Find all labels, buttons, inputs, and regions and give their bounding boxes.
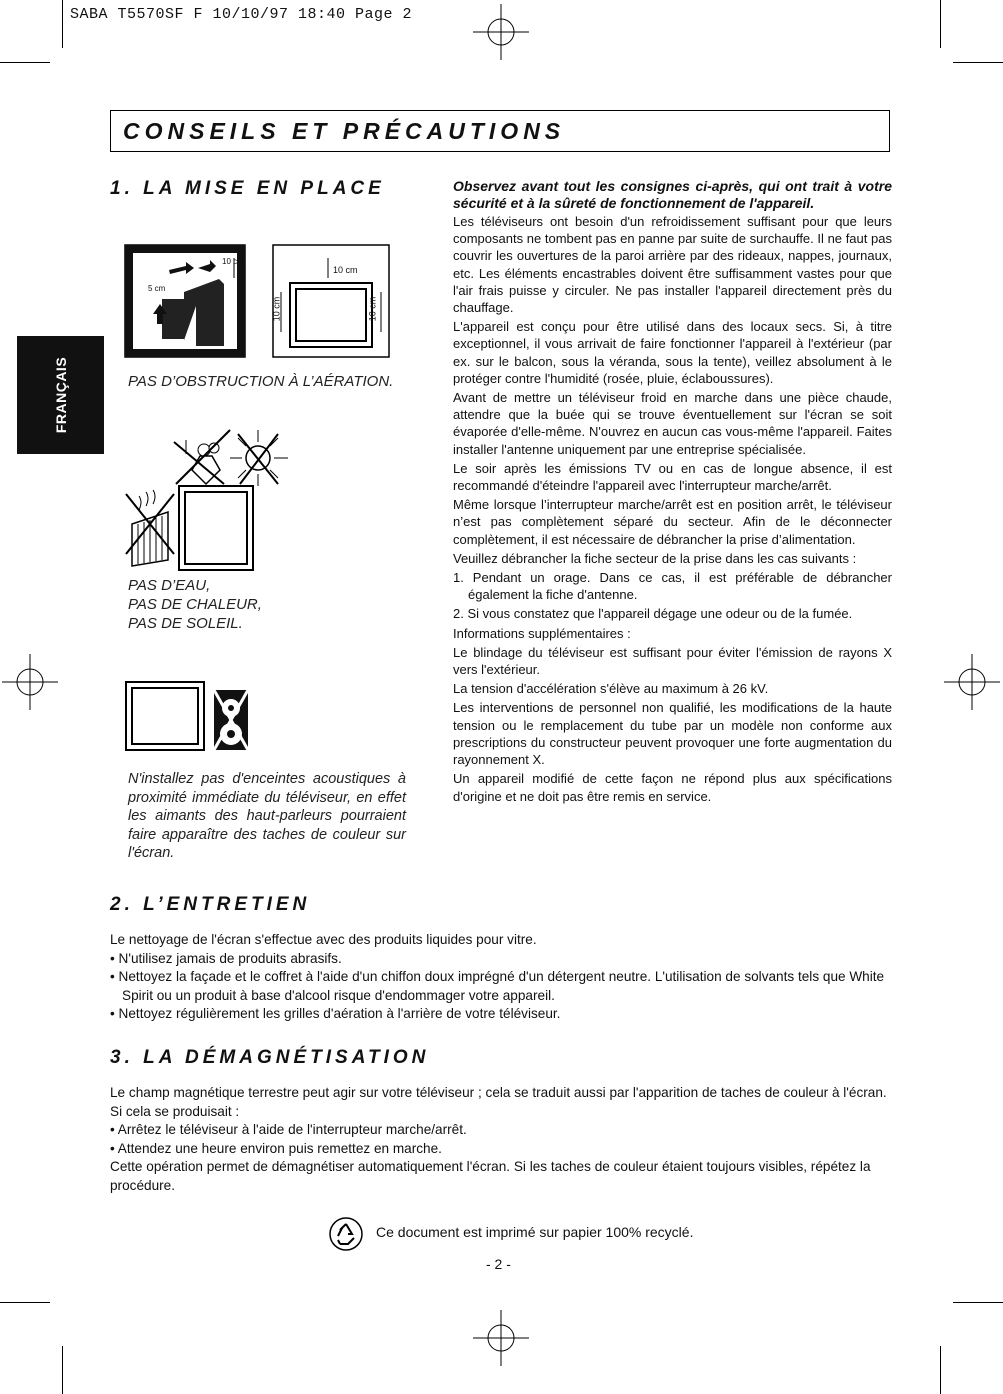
print-slug: SABA T5570SF F 10/10/97 18:40 Page 2: [70, 6, 413, 23]
safety-list-item: 2. Si vous constatez que l'appareil dégage une odeur ou de la fumée.: [453, 606, 853, 622]
safety-paragraph: La tension d'accélération s'élève au maximum à 26 kV.: [453, 681, 769, 697]
safety-paragraph: L'appareil est conçu pour être utilisé dans des locaux secs. Si, à titre exceptionnel, il vous arrivait de faire fonctionner l'appareil à l'extérieur (par ex. sur le balcon, sous la véranda, sous la tente), veillez absolument à le protéger contre l'humidité (rosée, pluie, éclaboussures).: [453, 319, 892, 386]
degaussing-bullet: • Attendez une heure environ puis remettez en marche.: [110, 1140, 442, 1156]
fig1-front-right-label: 10 cm: [367, 296, 378, 322]
maintenance-bullet: • N'utilisez jamais de produits abrasifs.: [110, 950, 342, 966]
caption-no-speakers: N'installez pas d'enceintes acoustiques à proximité immédiate du téléviseur, en effet les aimants des haut-parleurs pourraient faire apparaître des taches de couleur sur l'écran.: [128, 771, 406, 862]
registration-mark-top: [473, 4, 529, 60]
safety-instructions: [453, 178, 892, 807]
safety-paragraph: Informations supplémentaires :: [453, 625, 631, 641]
language-tab: [17, 336, 104, 454]
fig1-side-gap-label: 5 cm: [148, 284, 166, 293]
maintenance-text: Le nettoyage de l'écran s'effectue avec des produits liquides pour vitre. • N'utilisez jamais de produits abrasifs. • Nettoyez la façade et le coffret à l'aide d'un chiffon doux imprégné d'un détergent neutre. L'utilisation de solvants tels que White Spirit ou un produit à base d'alcool risque d'endommager votre appareil. • Nettoyez régulièrement les grilles d'aération à l'arrière de votre téléviseur.: [110, 931, 892, 1024]
section2-heading: 2. L’ENTRETIEN: [110, 894, 311, 915]
recycle-icon: [328, 1216, 364, 1252]
degaussing-text: Le champ magnétique terrestre peut agir sur votre téléviseur ; cela se traduit aussi par l'apparition de taches de couleur à l'écran. Si cela se produisait : • Arrêtez le téléviseur à l'aide de l'interrupteur marche/arrêt. • Attendez une heure environ puis remettez en marche. Cette opération permet de démagnétiser automatiquement l'écran. Si les taches de couleur étaient toujours visibles, répétez la procédure.: [110, 1084, 892, 1195]
recycle-note: Ce document est imprimé sur papier 100% recyclé.: [376, 1224, 694, 1240]
maintenance-bullet: • Nettoyez la façade et le coffret à l'aide d'un chiffon doux imprégné d'un détergent neutre. L'utilisation de solvants tels que White Spirit ou un produit à base d'alcool risque d'endommager votre appareil.: [110, 969, 885, 1003]
safety-list-item: 1. Pendant un orage. Dans ce cas, il est préférable de débrancher également la fiche d'antenne.: [453, 570, 892, 603]
registration-mark-bottom: [473, 1310, 529, 1366]
safety-paragraph: Même lorsque l’interrupteur marche/arrêt est en position arrêt, le téléviseur n’est pas complètement séparé du secteur. Afin de le déconnecter complètement, il est nécessaire de débrancher la prise d’alimentation.: [453, 497, 892, 547]
maintenance-bullet: • Nettoyez régulièrement les grilles d'aération à l'arrière de votre téléviseur.: [110, 1006, 561, 1021]
fig1-front-left-label: 10 cm: [271, 296, 282, 322]
section3-heading: 3. LA DÉMAGNÉTISATION: [110, 1047, 430, 1068]
title-box: [110, 110, 890, 152]
safety-paragraph: Le blindage du téléviseur est suffisant pour éviter l'émission de rayons X vers l'extérieur.: [453, 644, 892, 678]
safety-paragraph: Un appareil modifié de cette façon ne répond plus aux spécifications d'origine et ne doit pas être remis en service.: [453, 771, 892, 804]
page-title: CONSEILS ET PRÉCAUTIONS: [123, 118, 566, 144]
caption-no-water-heat-sun: PAS D’EAU, PAS DE CHALEUR, PAS DE SOLEIL.: [128, 577, 262, 632]
caption-no-obstruction: PAS D’OBSTRUCTION À L’AÉRATION.: [128, 373, 394, 390]
safety-paragraph: Veuillez débrancher la fiche secteur de la prise dans les cas suivants :: [453, 550, 857, 566]
fig1-front-top-label: 10 cm: [333, 265, 358, 275]
safety-paragraph: Avant de mettre un téléviseur froid en marche dans une pièce chaude, attendre que la buée qui se trouve éventuellement sur l'écran se soit évaporée d'elle-même. N'ouvrez en aucun cas vous-même l'appareil. Faites installer l'antenne uniquement par une entreprise spécialisée.: [453, 390, 892, 457]
fig1-top-gap-label: 10 cm: [222, 257, 244, 266]
registration-mark-left: [2, 654, 58, 710]
safety-paragraph: Le soir après les émissions TV ou en cas de longue absence, il est recommandé d'éteindre l'appareil avec l'interrupteur marche/arrêt.: [453, 460, 892, 494]
no-water-heat-sun-illustration: [124, 426, 304, 576]
degaussing-bullet: • Arrêtez le téléviseur à l'aide de l'interrupteur marche/arrêt.: [110, 1122, 467, 1137]
safety-paragraph: Les téléviseurs ont besoin d'un refroidissement suffisant pour que leurs composants ne tombent pas en panne par suite de surchauffe. Il ne faut pas couvrir les ouvertures de la paroi arrière par des rideaux, nappes, journaux, etc. Les éléments encastrables doivent être suffisamment vastes pour que l'air frais puisse y circuler. Ne pas installer l'appareil directement près du chauffage.: [453, 214, 892, 316]
language-tab-label: FRANÇAIS: [52, 356, 69, 434]
no-speakers-illustration: [124, 680, 254, 754]
registration-mark-right: [944, 654, 1000, 710]
page-number: - 2 -: [486, 1256, 511, 1272]
safety-paragraph: Les interventions de personnel non qualifié, les modifications de la haute tension ou le remplacement du tube par un modèle non conforme aux prescriptions du constructeur peuvent provoquer une forte augmentation du rayonnement X.: [453, 700, 892, 768]
safety-lead: Observez avant tout les consignes ci-après, qui ont trait à votre sécurité et à la sûreté de fonctionnement de l'appareil.: [453, 178, 892, 211]
section1-heading: 1. LA MISE EN PLACE: [110, 178, 385, 199]
